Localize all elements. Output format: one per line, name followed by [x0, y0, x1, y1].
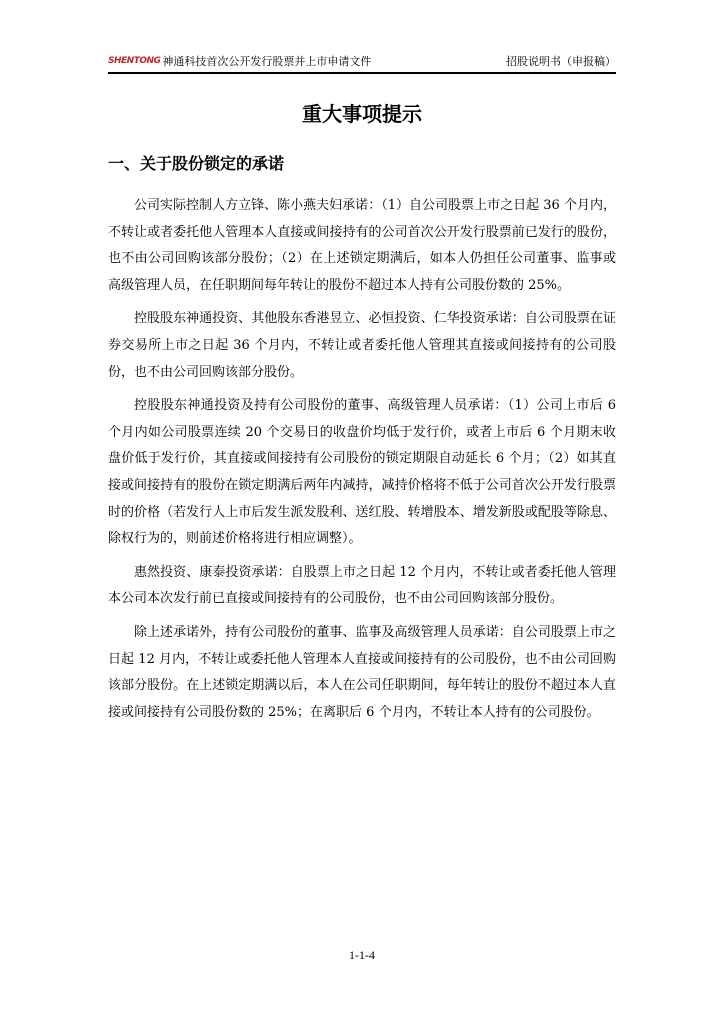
page-number: 1-1-4 — [349, 948, 375, 962]
company-logo: SHENTONG — [108, 56, 161, 66]
header-left — [108, 53, 371, 69]
section-heading: 一、关于股份锁定的承诺 — [108, 154, 285, 173]
paragraph: 公司实际控制人方立锋、陈小燕夫妇承诺：（1）自公司股票上市之日起 36 个月内，不转让或者委托他人管理本人直接或间接持有的公司首次公开发行股票前已发行的股份，也不由公司回购该部分股份；（2）在上述锁定期满后，如本人仍担任公司董事、监事或高级管理人员，在任职期间每年转让的股份不超过本人持有公司股份数的 25%。 — [108, 198, 616, 293]
paragraph: 惠然投资、康泰投资承诺：自股票上市之日起 12 个月内，不转让或者委托他人管理本公司本次发行前已直接或间接持有的公司股份，也不由公司回购该部分股份。 — [108, 564, 616, 607]
paragraph: 控股股东神通投资及持有公司股份的董事、高级管理人员承诺：（1）公司上市后 6 个月内如公司股票连续 20 个交易日的收盘价均低于发行价，或者上市后 6 个月期末收盘价低于发行价，其直接或间接持有公司股份的锁定期限自动延长 6 个月；（2）如其直接或间接持有的股份在锁定期满后两年内减持，减持价格将不低于公司首次公开发行股票时的价格（若发行人上市后发生派发股利、送红股、转增股本、增发新股或配股等除息、除权行为的，则前述价格将进行相应调整）。 — [108, 398, 616, 547]
paragraph: 除上述承诺外，持有公司股份的董事、监事及高级管理人员承诺：自公司股票上市之日起 12 月内，不转让或委托他人管理本人直接或间接持有的公司股份，也不由公司回购该部分股份。在上述锁定期满以后，本人在公司任职期间，每年转让的股份不超过本人直接或间接持有公司股份数的 25%；在离职后 6 个月内，不转让本人持有的公司股份。 — [108, 624, 616, 720]
paragraph: 控股股东神通投资、其他股东香港昱立、必恒投资、仁华投资承诺：自公司股票在证券交易所上市之日起 36 个月内，不转让或者委托他人管理其直接或间接持有的公司股份，也不由公司回购该部分股份。 — [108, 311, 616, 380]
page-title: 重大事项提示 — [302, 102, 422, 126]
document-type: 招股说明书（申报稿） — [506, 55, 616, 68]
page-header — [108, 50, 616, 74]
body-content — [108, 193, 616, 733]
document-title: 神通科技首次公开发行股票并上市申请文件 — [162, 55, 372, 68]
